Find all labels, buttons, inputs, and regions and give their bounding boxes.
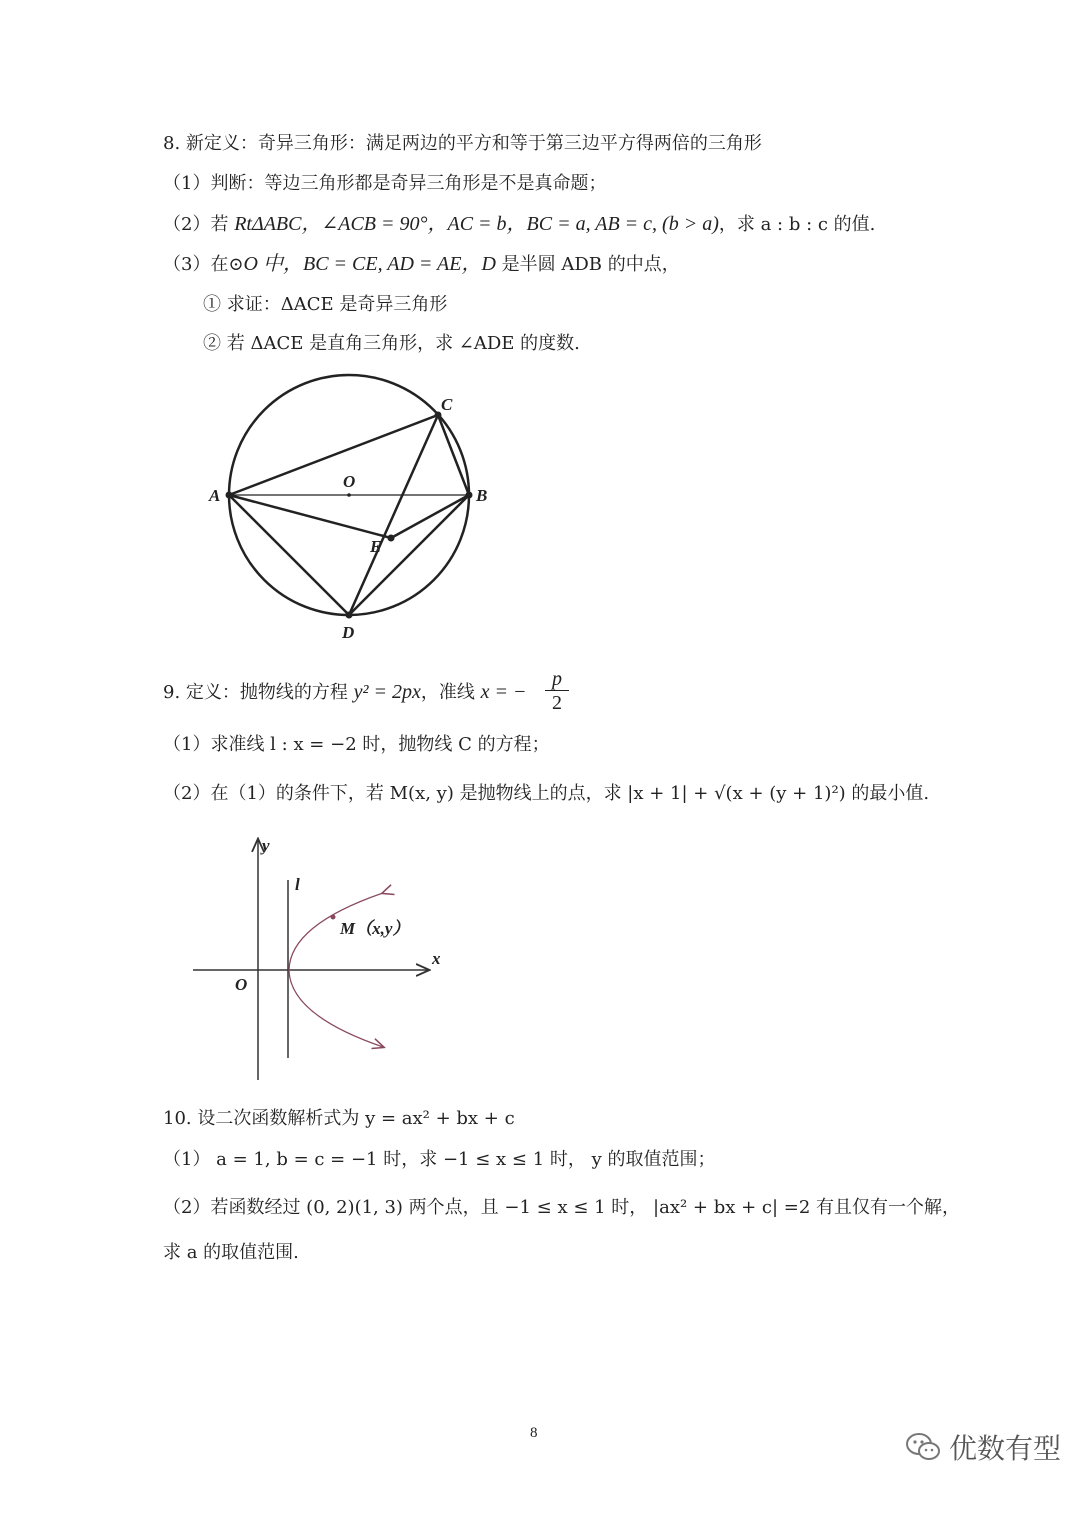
q8-part3-suffix: 是半圆 ADB 的中点，: [495, 254, 680, 275]
q9-part2: （2）在（1）的条件下，若 M(x, y) 是抛物线上的点，求 |x + 1| + √(x + (y + 1)²) 的最小值.: [163, 783, 930, 804]
q8-part1: （1）判断：等边三角形都是奇异三角形是不是真命题；: [163, 173, 607, 194]
page-number: 8: [530, 1425, 538, 1441]
label-o: O: [235, 975, 248, 994]
q8-sub1: ① 求证：ΔACE 是奇异三角形: [203, 294, 448, 315]
q8-part2: [163, 212, 875, 237]
q10-title: 10. 设二次函数解析式为 y = ax² + bx + c: [163, 1108, 515, 1129]
watermark-text: 优数有型: [949, 1432, 1062, 1465]
q8-title: 8. 新定义：奇异三角形：满足两边的平方和等于第三边平方得两倍的三角形: [163, 133, 762, 154]
segments-ad-db: [229, 495, 469, 615]
label-x: x: [432, 949, 441, 968]
q9-part1: （1）求准线 l : x = −2 时，抛物线 C 的方程；: [163, 734, 550, 755]
q8-part2-suffix: ，求 a : b : c 的值.: [718, 214, 876, 235]
circle-figure: [190, 365, 520, 650]
q9-title-eq: y² = 2px: [353, 681, 421, 703]
point-e: [388, 535, 395, 542]
label-b: B: [476, 486, 488, 505]
point-b: [466, 492, 473, 499]
point-a: [226, 492, 233, 499]
label-e: E: [370, 537, 382, 556]
q8-part2-prefix: （2）若: [163, 214, 235, 235]
label-o: O: [343, 472, 356, 491]
q9-frac-den: 2: [545, 690, 569, 715]
q9-title-prefix: 9. 定义：抛物线的方程: [163, 682, 354, 703]
q8-sub2: ② 若 ΔACE 是直角三角形，求 ∠ADE 的度数.: [203, 333, 580, 354]
q10-part3: 求 a 的取值范围.: [163, 1242, 299, 1263]
label-a: A: [209, 486, 221, 505]
label-l: l: [295, 875, 300, 894]
label-c: C: [441, 395, 453, 414]
q8-part2-math: RtΔABC，∠ACB = 90°，AC = b，BC = a, AB = c, (b > a): [234, 213, 719, 235]
q9-frac-num: p: [552, 668, 562, 690]
point-o: [347, 493, 351, 497]
q8-part3: [163, 252, 680, 277]
point-m: [331, 915, 336, 920]
q8-part3-math: O 中，BC = CE, AD = AE，D: [243, 253, 496, 275]
q8-part3-prefix: （3）在⊙: [163, 254, 244, 275]
q9-title-mid: ，准线: [420, 682, 481, 703]
parabola-figure: [185, 830, 455, 1085]
label-y: y: [262, 836, 270, 855]
q9-title-eq2: x = −: [480, 681, 527, 703]
label-m: M（x,y）: [340, 919, 410, 938]
q9-fraction: [545, 668, 569, 715]
label-d: D: [342, 623, 355, 642]
q10-part1: （1） a = 1, b = c = −1 时，求 −1 ≤ x ≤ 1 时， y 的取值范围；: [163, 1149, 716, 1170]
q9-title: [163, 680, 526, 705]
point-d: [346, 612, 353, 619]
watermark: [905, 1425, 1061, 1469]
q10-part2: （2）若函数经过 (0, 2)(1, 3) 两个点，且 −1 ≤ x ≤ 1 时， |ax² + bx + c| =2 有且仅有一个解，: [163, 1197, 961, 1218]
wechat-icon: [905, 1431, 941, 1463]
